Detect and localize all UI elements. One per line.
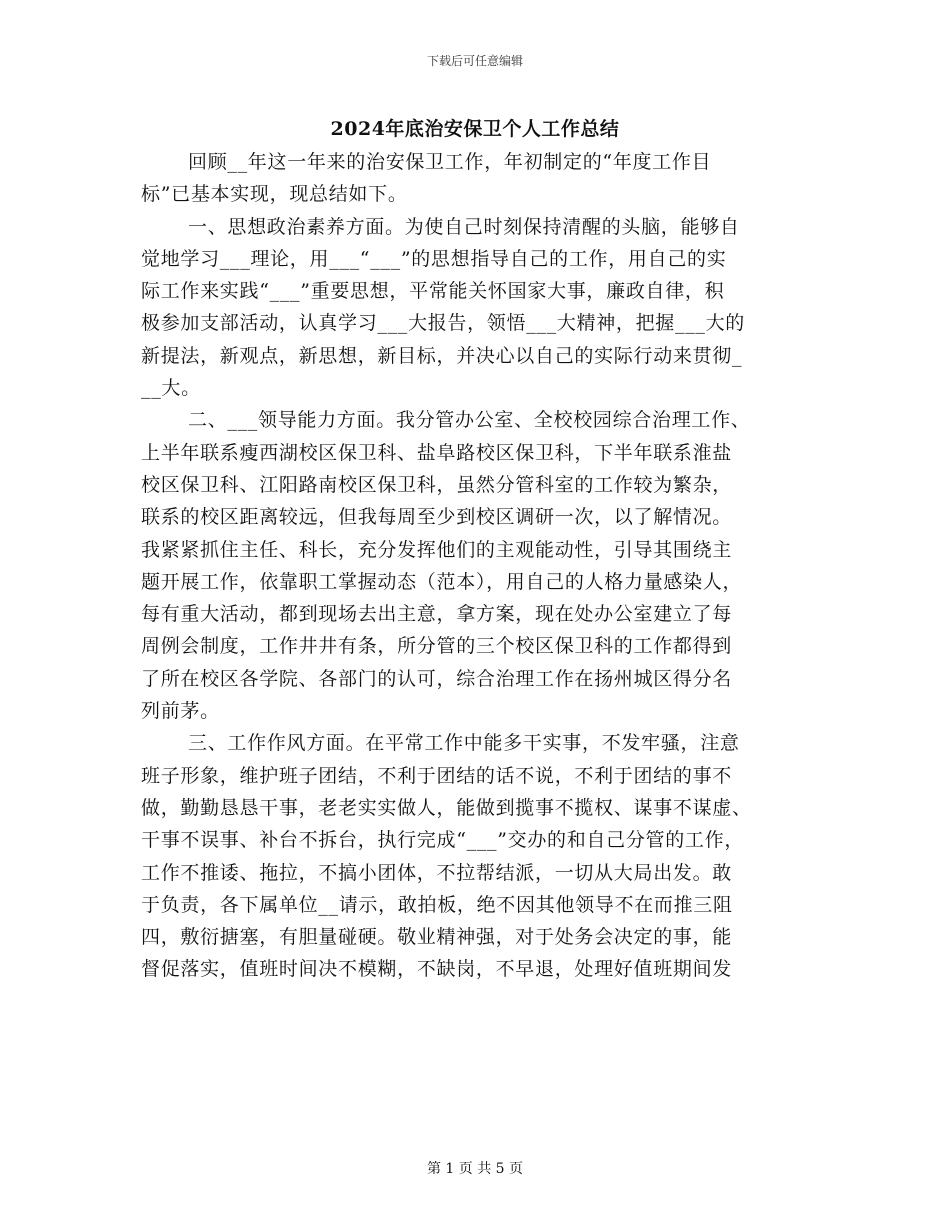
text-line: 三、工作作风方面。在平常工作中能多干实事，不发牢骚，注意	[188, 732, 740, 755]
text-line: 际工作来实践“___”重要思想，平常能关怀国家大事，廉政自律，积	[141, 280, 725, 303]
text-line: 了所在校区各学院、各部门的认可，综合治理工作在扬州城区得分名	[141, 667, 733, 690]
document-title: 2024年底治安保卫个人工作总结	[330, 118, 620, 140]
text-line: 极参加支部活动，认真学习___大报告，领悟___大精神，把握___大的	[141, 312, 746, 335]
text-line: 工作不推诿、拖拉，不搞小团体，不拉帮结派，一切从大局出发。敢	[141, 861, 733, 884]
text-line: 班子形象，维护班子团结，不利于团结的话不说，不利于团结的事不	[141, 764, 733, 787]
document-body	[141, 146, 816, 986]
text-line: 一、思想政治素养方面。为使自己时刻保持清醒的头脑，能够自	[188, 215, 740, 238]
text-line: 标”已基本实现，现总结如下。	[141, 183, 408, 206]
text-line: 四，敷衍搪塞，有胆量碰硬。敬业精神强，对于处务会决定的事，能	[141, 926, 733, 949]
header-note: 下载后可任意编辑	[426, 54, 523, 68]
text-line: 督促落实，值班时间决不模糊，不缺岗，不早退，处理好值班期间发	[141, 958, 733, 981]
text-line: 题开展工作，依靠职工掌握动态（范本），用自己的人格力量感染人，	[141, 570, 743, 593]
text-line: 列前茅。	[141, 700, 220, 723]
text-line: 我紧紧抓住主任、科长，充分发挥他们的主观能动性，引导其围绕主	[141, 538, 733, 561]
text-line: 每有重大活动，都到现场去出主意，拿方案，现在处办公室建立了每	[141, 603, 733, 626]
text-line: __大。	[141, 377, 201, 400]
text-line: 二、___领导能力方面。我分管办公室、全校校园综合治理工作、	[188, 409, 751, 432]
page-number-footer: 第 1 页 共 5 页	[426, 1161, 524, 1177]
text-line: 干事不误事、补台不拆台，执行完成“___”交办的和自己分管的工作，	[141, 829, 745, 852]
text-line: 回顾__年这一年来的治安保卫工作，年初制定的“年度工作目	[188, 151, 712, 173]
text-line: 联系的校区距离较远，但我每周至少到校区调研一次，以了解情况。	[141, 506, 733, 529]
text-line: 上半年联系瘦西湖校区保卫科、盐阜路校区保卫科，下半年联系淮盐	[141, 441, 733, 464]
text-line: 做，勤勤恳恳干事，老老实实做人，能做到揽事不揽权、谋事不谋虚、	[141, 796, 752, 819]
text-line: 于负责，各下属单位__请示，敢拍板，绝不因其他领导不在而推三阻	[141, 893, 733, 916]
text-line: 校区保卫科、江阳路南校区保卫科，虽然分管科室的工作较为繁杂，	[141, 473, 733, 496]
text-line: 周例会制度，工作井井有条，所分管的三个校区保卫科的工作都得到	[141, 635, 733, 658]
text-line: 觉地学习___理论，用___“___”的思想指导自己的工作，用自己的实	[141, 247, 727, 270]
text-line: 新提法，新观点，新思想，新目标，并决心以自己的实际行动来贯彻_	[141, 344, 743, 367]
